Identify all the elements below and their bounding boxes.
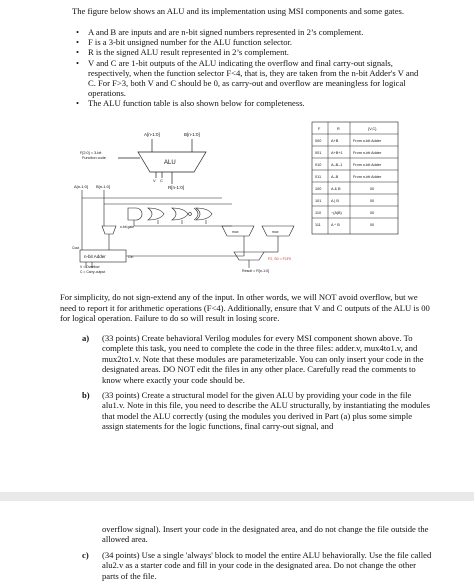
table-cell-f: 110	[315, 211, 322, 215]
or-gate-symbol	[148, 208, 164, 220]
mux4-right-caption: mux	[272, 230, 279, 234]
and-gate-symbol	[128, 208, 142, 220]
alu-function-table	[312, 122, 398, 234]
alu-block-diagram	[80, 132, 206, 190]
table-header-f: F	[318, 127, 321, 131]
table-cell-r: A–B–1	[331, 163, 343, 167]
bullet-item: • R is the signed ALU result represented in 2’s complement.	[72, 47, 427, 57]
part-b-text: (33 points) Create a structural model for the given ALU by providing your code in the file alu1.v. Note in this file, you need to describe the ALU structurally, by instantiating the modules that model the ALU correctly (using the modules you derived in Part (a) plus some simple assign statements for the logic functions, final carry-out signal, and	[102, 390, 431, 432]
alu-output-r-label: R[n-1:0]	[168, 185, 185, 190]
alu-figure	[72, 118, 402, 276]
adder-cout-label: Cout	[72, 246, 80, 250]
table-cell-vc: From n-bit Adder	[353, 139, 382, 143]
part-c-label: c)	[82, 550, 89, 560]
table-header-r: R	[337, 127, 340, 131]
table-cell-f: 011	[315, 175, 322, 179]
part-a	[82, 333, 432, 385]
part-b-label: b)	[82, 390, 90, 400]
table-cell-f: 010	[315, 163, 322, 167]
adder-label: n-bit Adder	[84, 254, 106, 259]
table-cell-vc: From n-bit Adder	[353, 175, 382, 179]
table-cell-r: A ^ B	[331, 223, 340, 227]
xor-gate-symbol	[196, 208, 212, 220]
part-b	[82, 390, 432, 432]
alu-symbol-label: ALU	[164, 160, 176, 166]
alu-c-label: C	[160, 178, 163, 183]
page-two	[0, 501, 474, 583]
table-cell-r: A+B+1	[331, 151, 343, 155]
intro-text: The figure below shows an ALU and its implementation using MSI components and some gates.	[72, 6, 405, 16]
part-a-label: a)	[82, 333, 90, 343]
adder-cin-label: Cin	[128, 255, 134, 259]
table-cell-f: 001	[315, 151, 322, 155]
spec-bullet-list	[72, 27, 427, 109]
result-label: Result = R[n-1:0]	[242, 269, 270, 273]
fcode-label: F[2:0] = 3-bit	[80, 151, 102, 155]
part-c-text: (34 points) Use a single 'always' block to model the entire ALU behaviorally. Use the file called alu2.v as a starter code and fill in your code in the designated area. Do not change the other parts of the file.	[102, 550, 432, 581]
part-a-text: (33 points) Create behavioral Verilog modules for every MSI component shown above. To complete this task, you need to complete the code in the three files: adder.v, mux4to1.v, and mux2to1.v. Note that these modules are parameterizable. You can only insert your code in the designated areas. DO NOT edit the files in any other place. Carefully read the comments to know where exactly your code should be.	[102, 333, 424, 385]
table-cell-vc: From n-bit Adder	[353, 163, 382, 167]
fcode-sub-label: Function code	[82, 156, 106, 160]
table-header-vc: {V,C}	[368, 127, 377, 131]
bullet-item: • A and B are inputs and are n-bit signed numbers represented in 2’s complement.	[72, 27, 427, 37]
part-c	[82, 550, 432, 581]
simplicity-paragraph: For simplicity, do not sign-extend any of the input. In other words, we will NOT avoid overflow, but we need to report it for arithmetic operations (F<4). Additionally, ensure that V and C outputs of the ALU is 00 for logical operation. Failure to do so will result in losing score.	[60, 292, 430, 324]
nor-gate-symbol	[172, 208, 188, 220]
carry-label: C = Carry-output	[80, 270, 106, 274]
impl-input-b-label: B[n-1:0]	[96, 184, 111, 189]
page-separator	[0, 492, 474, 501]
table-cell-r: ~(A|B)	[331, 211, 342, 215]
table-cell-r: A–B	[331, 175, 339, 179]
alu-input-a-label: A[n-1:0]	[144, 132, 160, 137]
bullet-item: • V and C are 1-bit outputs of the ALU indicating the overflow and final carry-out signals, respectively, when the function selector F<4, that is, they are taken from the n-bit Adder's V and C. For F>3, both V and C should be 0, as carry-out and overflow are meaningless for logical operations.	[72, 58, 427, 99]
alu-v-label: V	[153, 178, 156, 183]
table-cell-vc: From n-bit Adder	[353, 151, 382, 155]
bullet-item: • F is a 3-bit unsigned number for the ALU function selector.	[72, 37, 427, 47]
overflow-label: V = Overflow	[80, 265, 100, 269]
nor-bubble	[189, 213, 192, 216]
gate-caption: n-bit gate	[120, 225, 135, 229]
table-cell-f: 100	[315, 187, 322, 191]
table-cell-f: 111	[315, 223, 321, 227]
mux4-left-caption: mux	[232, 230, 239, 234]
alu-input-b-label: B[n-1:0]	[184, 132, 200, 137]
table-cell-r: A+B	[331, 139, 339, 143]
table-cell-r: A & B	[331, 187, 341, 191]
table-cell-vc: 00	[370, 211, 375, 215]
table-cell-f: 101	[315, 199, 322, 203]
mux2-symbol	[102, 226, 116, 234]
table-cell-vc: 00	[370, 187, 375, 191]
bullet-item: • The ALU function table is also shown below for completeness.	[72, 98, 427, 108]
alu-implementation-diagram	[72, 184, 294, 274]
select-signal-label: F2, S0 = F1F0	[268, 257, 292, 261]
table-cell-f: 000	[315, 139, 322, 143]
impl-input-a-label: A[n-1:0]	[74, 184, 89, 189]
part-b-continued-text: overflow signal). Insert your code in the designated area, and do not change the file outside the allowed area.	[102, 524, 429, 545]
table-cell-r: A | B	[331, 199, 339, 203]
table-cell-vc: 00	[370, 223, 375, 227]
table-cell-vc: 00	[370, 199, 375, 203]
part-b-continued	[102, 524, 432, 545]
